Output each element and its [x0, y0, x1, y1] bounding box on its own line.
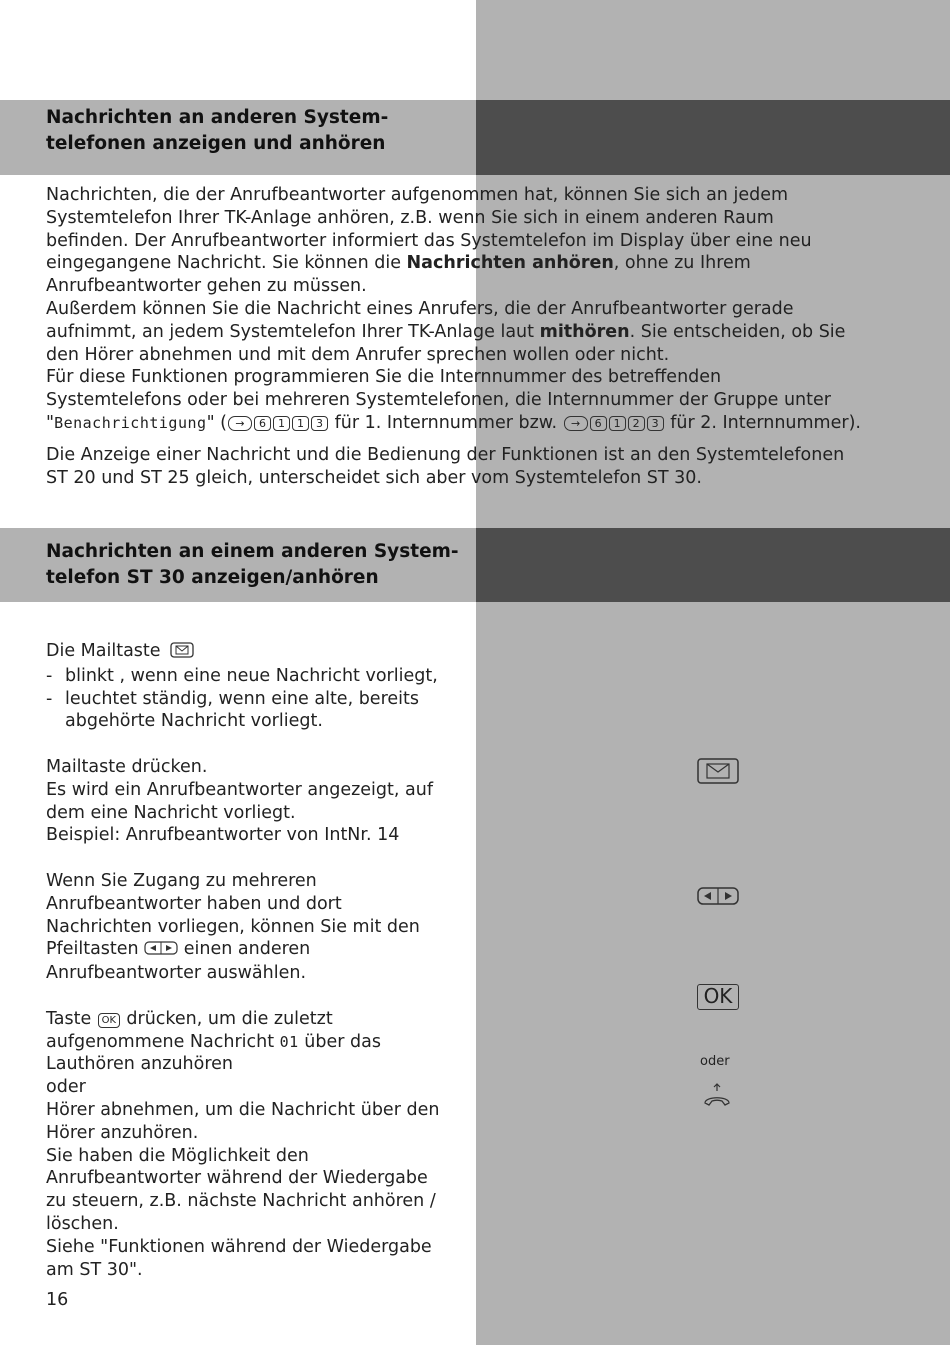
step2-text — [46, 870, 451, 985]
step3-text-2: Hörer abnehmen, um die Nachricht über den Hörer anzuhören. — [46, 1099, 440, 1143]
key-code-1 — [227, 413, 329, 433]
display-text: Benachrichtigung — [54, 413, 207, 432]
handset-lift-icon — [702, 1083, 732, 1111]
step1-line1: Mailtaste drücken. — [46, 756, 208, 777]
section2-title-line1: Nachrichten an einem anderen System- — [46, 541, 459, 562]
spacer — [46, 847, 451, 870]
section2-title — [46, 539, 459, 591]
step3-text-1 — [46, 1008, 451, 1076]
bold-text: mithören — [539, 321, 630, 342]
text: " ( — [206, 412, 228, 433]
text: über das Lauthören anzuhören — [46, 1031, 381, 1075]
text: einen anderen Anrufbeantworter auswählen. — [46, 939, 311, 984]
digit-key-icon: 6 — [254, 416, 271, 431]
forward-key-icon: → — [564, 416, 588, 431]
list-item: - leuchtet ständig, wenn eine alte, bereits abgehörte Nachricht vorliegt. — [46, 688, 451, 734]
section1-title-line2: telefonen anzeigen und anhören — [46, 133, 386, 154]
step3-text-3: Sie haben die Möglichkeit den Anrufbeantworter während der Wiedergabe zu steuern, z.B. nächste Nachricht anhören / löschen. — [46, 1145, 436, 1234]
key-code-2 — [563, 413, 665, 433]
section1-body — [46, 184, 861, 489]
display-text: 01 — [279, 1032, 299, 1051]
section1-paragraph-3 — [46, 366, 861, 434]
section1-title-line1: Nachrichten an anderen System- — [46, 107, 389, 128]
step3-text-4: Siehe "Funktionen während der Wiedergabe am ST 30". — [46, 1236, 432, 1280]
text: für 2. Internnummer). — [664, 412, 861, 433]
arrow-keys-inline-icon — [144, 939, 178, 962]
list-item: - blinkt , wenn eine neue Nachricht vorliegt, — [46, 665, 451, 688]
spacer — [46, 733, 451, 756]
section2-body — [46, 640, 451, 1281]
digit-key-icon: 1 — [292, 416, 309, 431]
arrow-keys-icon — [697, 887, 739, 909]
step1-line2: Es wird ein Anrufbeantworter angezeigt, auf dem eine Nachricht vorliegt. — [46, 779, 433, 823]
section1-paragraph-2 — [46, 298, 861, 366]
text: Für diese Funktionen programmieren Sie die Internnummer des betreffenden Systemtelefons oder bei mehreren Systemtelefonen, die Internnummer der Gruppe unter " — [46, 367, 831, 433]
section1-paragraph-4: Die Anzeige einer Nachricht und die Bedienung der Funktionen ist an den Systemtelefonen ST 20 und ST 25 gleich, unterscheidet sich aber vom Systemtelefon ST 30. — [46, 444, 845, 488]
section2-header-dark-band — [476, 528, 950, 602]
mail-key-icon — [697, 758, 739, 788]
digit-key-icon: 2 — [628, 416, 645, 431]
side-oder-label: oder — [700, 1054, 730, 1069]
text: für 1. Internnummer bzw. — [329, 412, 563, 433]
text: Wenn Sie Zugang zu mehreren Anrufbeantworter haben und dort Nachrichten vorliegen, können Sie mit den Pfeiltasten — [46, 870, 420, 960]
digit-key-icon: 1 — [609, 416, 626, 431]
text: Die Mailtaste — [46, 641, 161, 661]
text: Außerdem können Sie die Nachricht eines Anrufers, die der Anrufbeantworter gerade aufnimmt, an jedem Systemtelefon Ihrer TK-Anlage laut — [46, 298, 794, 342]
forward-key-icon: → — [228, 416, 252, 431]
section1-paragraph-1 — [46, 184, 861, 298]
ok-key-inline-icon: OK — [98, 1013, 120, 1028]
digit-key-icon: 3 — [647, 416, 664, 431]
step3-oder: oder — [46, 1077, 86, 1098]
mail-status-list — [46, 665, 451, 733]
text: Nachrichten, die der Anrufbeantworter aufgenommen hat, können Sie sich an jedem Systemtelefon Ihrer TK-Anlage anhören, z.B. wenn Sie sich in einem anderen Raum befinden. Der Anrufbeantworter informiert das Systemtelefon im Display über eine neu eingegangene Nachricht. Sie können die — [46, 185, 812, 274]
text: Taste — [46, 1008, 97, 1029]
section1-title — [46, 105, 388, 157]
spacer — [46, 985, 451, 1008]
section1-header-dark-band — [476, 100, 950, 175]
bold-text: Nachrichten anhören — [406, 253, 614, 274]
text: drücken, um die zuletzt aufgenommene Nachricht — [46, 1008, 333, 1052]
step1-line3: Beispiel: Anrufbeantworter von IntNr. 14 — [46, 825, 400, 846]
page-number: 16 — [46, 1290, 69, 1310]
section2-title-line2: telefon ST 30 anzeigen/anhören — [46, 567, 379, 588]
ok-key-icon: OK — [697, 984, 739, 1010]
digit-key-icon: 1 — [273, 416, 290, 431]
mail-intro — [46, 640, 451, 665]
text: . Sie entscheiden, ob Sie den Hörer abnehmen und mit dem Anrufer sprechen wollen oder nicht. — [46, 321, 846, 365]
mail-key-inline-icon — [170, 642, 194, 665]
digit-key-icon: 3 — [311, 416, 328, 431]
digit-key-icon: 6 — [590, 416, 607, 431]
text: , ohne zu Ihrem Anrufbeantworter gehen zu müssen. — [46, 253, 751, 297]
